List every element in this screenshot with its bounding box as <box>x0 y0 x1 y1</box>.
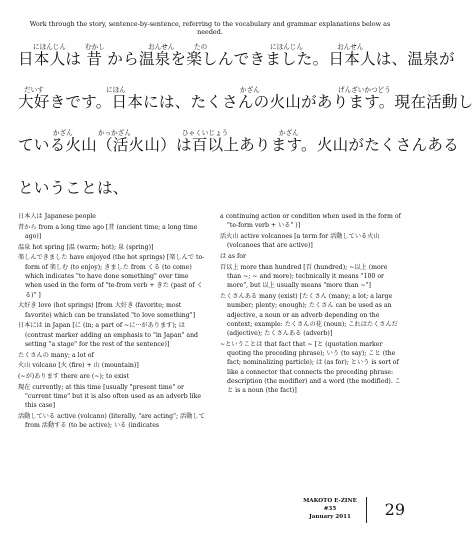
furigana: だいす <box>24 86 44 94</box>
vocab-entry: ~ということは that fact that ~ [と (quotation marker quoting the preceding phrase); いう (to say); こと (the fact; nominalizing particle); は (as for); という is sort of like a connector that connects the preceding phrase: description (the modifier) and a word (the modified). こと is a noun (the fact)] <box>220 340 401 395</box>
vocab-entry: たくさんの many; a lot of <box>18 351 94 359</box>
vocab-entry: 楽しんできました have enjoyed (the hot springs) [楽しんで to-form of 楽しむ (to enjoy); きました from くる (to come) which indicates "to have done something" over time when used in the form of "te-from verb + きた (past of くる)" ] <box>18 254 205 299</box>
furigana: にほんじん <box>270 43 303 51</box>
vocab-entry: 百以上 more than hundred [百 (hundred); ~以上 (more than ~; ~ and more); technically it means "100 or more", but 以上 usually means "more than ~"] <box>220 263 388 290</box>
story-sentence: ている火山（活火山）は百以上あります。火山がたくさんある <box>18 136 459 154</box>
vocab-entry: たくさんある many (exist) [たくさん (many; a lot; a large number; plenty; enough); たくさん can be used as an adjective, a noun or an adverb depending on the context; example: たくさんの花 (noun); これはたくさんだ (adjective); たくさんある (adverb)] <box>220 292 398 338</box>
instructions: Work through the story, sentence-by-sentence, referring to the vocabulary and grammar explanations below as needed. <box>29 20 391 36</box>
furigana: たの <box>194 43 208 51</box>
vocab-entry: 活火山 active volcanoes [a term for 活動している火山 (volcanoes that are active)] <box>220 232 380 250</box>
vocab-entry: 活動している active (volcano) (literally, "are acting"; 活動して from 活動する (to be active); いる (indicates <box>18 412 205 430</box>
page-number: 29 <box>366 497 405 523</box>
story-line-2 <box>18 79 474 122</box>
vocab-entry: は as for <box>220 252 246 260</box>
story-line-3 <box>18 122 459 165</box>
furigana: かざん <box>53 129 73 137</box>
vocab-entry: (~が)あります there are (~); to exist <box>18 372 129 380</box>
furigana-row <box>18 122 402 135</box>
vocab-entry: 日本人は Japanese people <box>18 213 96 220</box>
furigana: かっかざん <box>98 129 131 137</box>
furigana: かざん <box>279 129 299 137</box>
vocab-entry: 大好き love (hot springs) [from 大好き (favorite; most favorite) which can be translated "to love something"] <box>18 302 196 319</box>
story-text <box>18 36 474 208</box>
issue-date: January 2011 <box>309 514 351 520</box>
vocab-entry: 火山 volcano [火 (fire) + 山 (mountain)] <box>18 362 139 370</box>
story-line-4 <box>18 165 402 208</box>
story-line-1 <box>18 36 455 79</box>
magazine-footer <box>300 497 360 521</box>
vocab-entry: 昔から from a long time ago [昔 (ancient time; a long time ago)] <box>18 223 198 240</box>
story-sentence: 日本人は 昔 から温泉を楽しんできました。日本人は、温泉が <box>18 50 455 68</box>
vocab-entry: a continuing action or condition when used in the form of "te-form verb + いる" )] <box>220 213 401 230</box>
story-sentence: ということは、 <box>18 179 129 197</box>
furigana: おんせん <box>148 43 175 51</box>
vocab-entry: 温泉 hot spring [温 (warm; hot); 泉 (spring)] <box>18 243 154 251</box>
furigana-row <box>18 36 402 49</box>
vocab-entry: 現在 currently; at this time [usually "present time" or "current time" but it is also often used as an adverb like this case] <box>18 383 202 410</box>
magazine-issue: MAKOTO E-ZINE #35 <box>303 498 357 512</box>
vocabulary-column-right <box>220 212 402 397</box>
vocabulary-column-left <box>18 212 206 432</box>
story-sentence: 大好きです。日本には、たくさんの火山があります。現在活動し <box>18 93 474 111</box>
vocab-entry: 日本には in Japan [に (in; a part of ~に···があります); は (contrast marker adding an emphasis to "in Japan" and setting "a stage" for the rest of the sentence)] <box>18 322 199 348</box>
furigana: かざん <box>240 86 260 94</box>
furigana: おんせん <box>337 43 364 51</box>
furigana: ひゃくいじょう <box>182 129 229 137</box>
furigana-row <box>18 165 402 178</box>
furigana: むかし <box>85 43 105 51</box>
furigana: げんざいかつどう <box>338 86 391 94</box>
furigana-row <box>18 79 402 92</box>
furigana: にほんじん <box>33 43 66 51</box>
furigana: にほん <box>106 86 126 94</box>
